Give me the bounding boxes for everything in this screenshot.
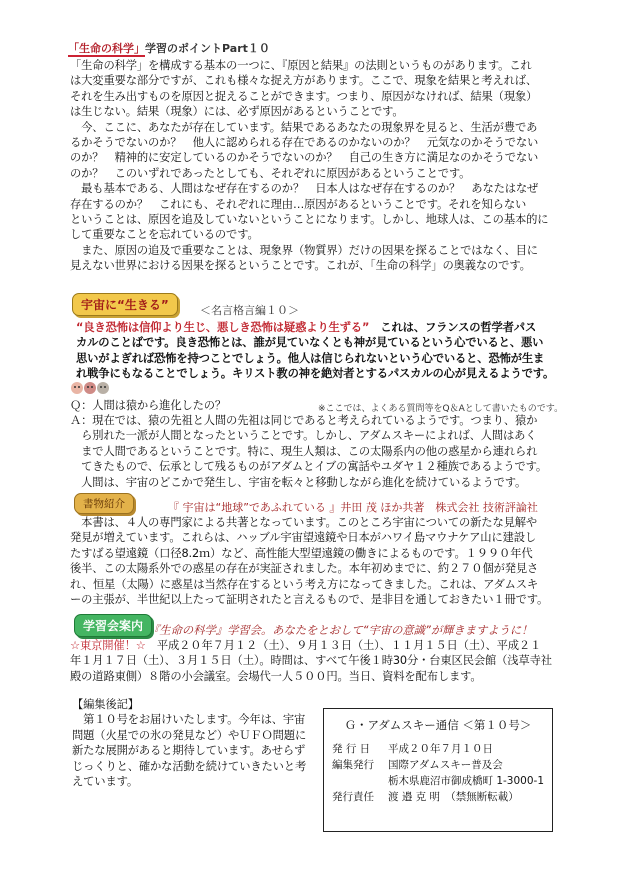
colophon-value: 平成２０年７月１０日 (388, 743, 493, 755)
faces-icon (70, 378, 110, 398)
universe-section-label: 宇宙に“生きる” (72, 293, 178, 316)
qa-question: Ｑ：人間は猿から進化したの？ (70, 399, 227, 412)
postscript-heading: 【編集後記】 (72, 698, 139, 711)
intro-line: は大変重要な部分ですが、これも様々な捉え方があります。ここで、現象を結果と考えれば、 (70, 74, 538, 88)
intro-line: 存在するのか？ これにも、それぞれに理由…原因があるということです。それを知らない (70, 197, 527, 211)
universe-line: カルのことばです。良き恐怖とは、誰が見ていなくとも神が見ているという心でいると、悪い (76, 336, 544, 350)
title-rest: 学習のポイントPart１０ (145, 42, 270, 55)
colophon-value: 国際アダムスキー普及会 (388, 759, 503, 771)
study-body (70, 638, 580, 684)
intro-line: 最も基本である、人間はなぜ存在するのか？ 日本人はなぜ存在するのか？ あなたはなぜ (70, 182, 539, 196)
postscript-line: 第１０号をお届けいたします。今年は、宇宙 (72, 713, 306, 727)
title-lead: 「生命の科学」 (68, 42, 145, 55)
intro-line: ということは、原因を追及していないということになります。しかし、地球人は、この基本的に (70, 213, 549, 227)
intro-line: 見えない世界における因果を探るということです。これが、「生命の科学」の奥義なのです。 (70, 259, 531, 273)
colophon-title: Ｇ・アダムスキー通信 ＜第１０号＞ (344, 718, 532, 732)
quote-text: “良き恐怖は信仰より生じ、悪しき恐怖は疑惑より生ずる” (76, 321, 370, 334)
intro-line: それを生み出すものを原因と捉えることができます。つまり、原因がなければ、結果（現象） (70, 89, 538, 103)
study-line: 年１月１７日（土）、３月１５日（土）。時間は、すべて午後１時30分・台東区民会館（浅草寺社 (70, 654, 552, 668)
quote-follow: これは、フランスの哲学者パス (369, 321, 537, 334)
colophon-box (323, 708, 553, 832)
page-title (68, 40, 270, 56)
intro-line: 今、ここに、あなたが存在しています。結果であるあなたの現象界を見ると、生活が豊であ (70, 120, 538, 134)
study-section-label: 学習会案内 (74, 614, 152, 637)
universe-line: 思いがよぎれば恐怖を持つことでしょう。他人は信じられないという心でいると、恐怖が生ま (76, 351, 545, 365)
book-line: たすばる望遠鏡（口径8.2ｍ）など、高性能大型望遠鏡の働きによるものです。１９９０年代 (70, 546, 533, 560)
qa-answer-line: Ａ：現在では、猿の先祖と人間の先祖は同じであると考えられているようです。つまり、猿か (70, 414, 538, 427)
universe-body (76, 335, 576, 381)
intro-section (70, 58, 570, 274)
book-line: 後半、この太陽系外での惑星の存在が実証されました。本年初めまでに、約２７０個が発見さ (70, 562, 539, 576)
book-line: れ、恒星（太陽）に惑星は当然存在するという考え方になってきました。これは、アダムスキ (70, 577, 539, 591)
colophon-row (332, 757, 552, 773)
colophon-key: 編集発行 (332, 759, 374, 771)
intro-line: るかそうでないのか？ 他人に認められる存在であるのかないのか？ 元気なのかそうでない (70, 136, 539, 150)
study-lines (70, 653, 580, 684)
study-first-line: 平成２０年７月１２（土）、９月１３日（土）、１１月１５日（土）、平成２１ (145, 639, 542, 652)
colophon-value: 渡 邉 克 明 （禁無断転載） (388, 791, 519, 803)
colophon-key: 発 行 日 (332, 743, 371, 755)
book-line: 発見が増えています。これらは、ハッブル宇宙望遠鏡や日本がハワイ島マウナケア山に建設し (70, 531, 537, 545)
book-line: 本書は、４人の専門家による共著となっています。このところ宇宙についての新たな見解や (70, 516, 538, 529)
qa-answer-line: てきたもので、伝承として残るものがアダムとイブの寓話やユダヤ１２種族であるようです。 (70, 460, 548, 474)
intro-line: のか？ このいずれであったとしても、それぞれに原因があるということです。 (70, 166, 471, 180)
quote-subtitle: ＜名言格言編１０＞ (200, 304, 299, 317)
book-title: 『 宇宙は“地球”であふれている 』井田 茂 ほか共著 株式会社 技術評論社 (168, 501, 538, 514)
tokyo-label: ☆東京開催！☆ (70, 639, 146, 652)
postscript (72, 697, 317, 789)
universe-line: れ戦争にもなることでしょう。キリスト教の神を絶対者とするパスカルの心が見えるようです。 (76, 367, 555, 381)
universe-quote-block (76, 320, 576, 382)
qa-answer (70, 413, 575, 490)
postscript-body (72, 712, 317, 789)
book-line: ーの主張が、半世紀以上たって証明されたと言えるもので、是非目を通しておきたい１冊です。 (70, 593, 549, 607)
intro-line: 「生命の科学」を構成する基本の一つに、『原因と結果』の法則というものがあります。これ (70, 59, 532, 72)
book-body (70, 515, 580, 607)
study-heading: 『生命の科学』学習会。あなたをとおして“宇宙の意識”が輝きますように！ (148, 624, 533, 637)
study-line: 殿の道路東側）８階の小会議室。会場代一人５００円。当日、資料を配布します。 (70, 669, 482, 683)
qa-answer-line: ら別れた一派が人間となったということです。しかし、アダムスキーによれば、人間はあく (70, 429, 537, 443)
intro-line: のか？ 精神的に安定しているのかそうでないのか？ 自己の生き方に満足なのかそうでない (70, 151, 539, 165)
colophon-key: 発行責任 (332, 791, 374, 803)
colophon-rows (332, 741, 552, 805)
colophon-value: 栃木県鹿沼市御成橋町 1-3000-1 (388, 775, 544, 787)
colophon-row (332, 789, 552, 805)
qa-answer-line: 人間は、宇宙のどこかで発生し、宇宙を転々と移動しながら進化を続けているようです。 (70, 475, 527, 489)
book-section-label: 書物紹介 (74, 493, 134, 514)
postscript-line: 新たな展開があると期待しています。あせらず (72, 744, 306, 758)
intro-line: は生じない。結果（現象）には、必ず原因があるということです。 (70, 105, 404, 119)
qa-note: ※ここでは、よくある質問等をQ＆Aとして書いたものです。 (318, 404, 564, 414)
postscript-line: えています。 (72, 775, 138, 789)
qa-answer-line: まで人間であるということです。特に、現生人類は、この太陽系内の他の惑星から連れられ (70, 444, 538, 458)
postscript-line: 問題（火星での氷の発見など）やＵＦＯ問題に (72, 728, 307, 742)
colophon-row (332, 741, 552, 757)
intro-line: また、原因の追及で重要なことは、現象界（物質界）だけの因果を探ることではなく、目に (70, 243, 538, 257)
colophon-row (332, 773, 552, 789)
postscript-line: じっくりと、確かな活動を続けていきたいと考 (72, 759, 307, 773)
intro-line: して重要なことを忘れているのです。 (70, 228, 259, 242)
